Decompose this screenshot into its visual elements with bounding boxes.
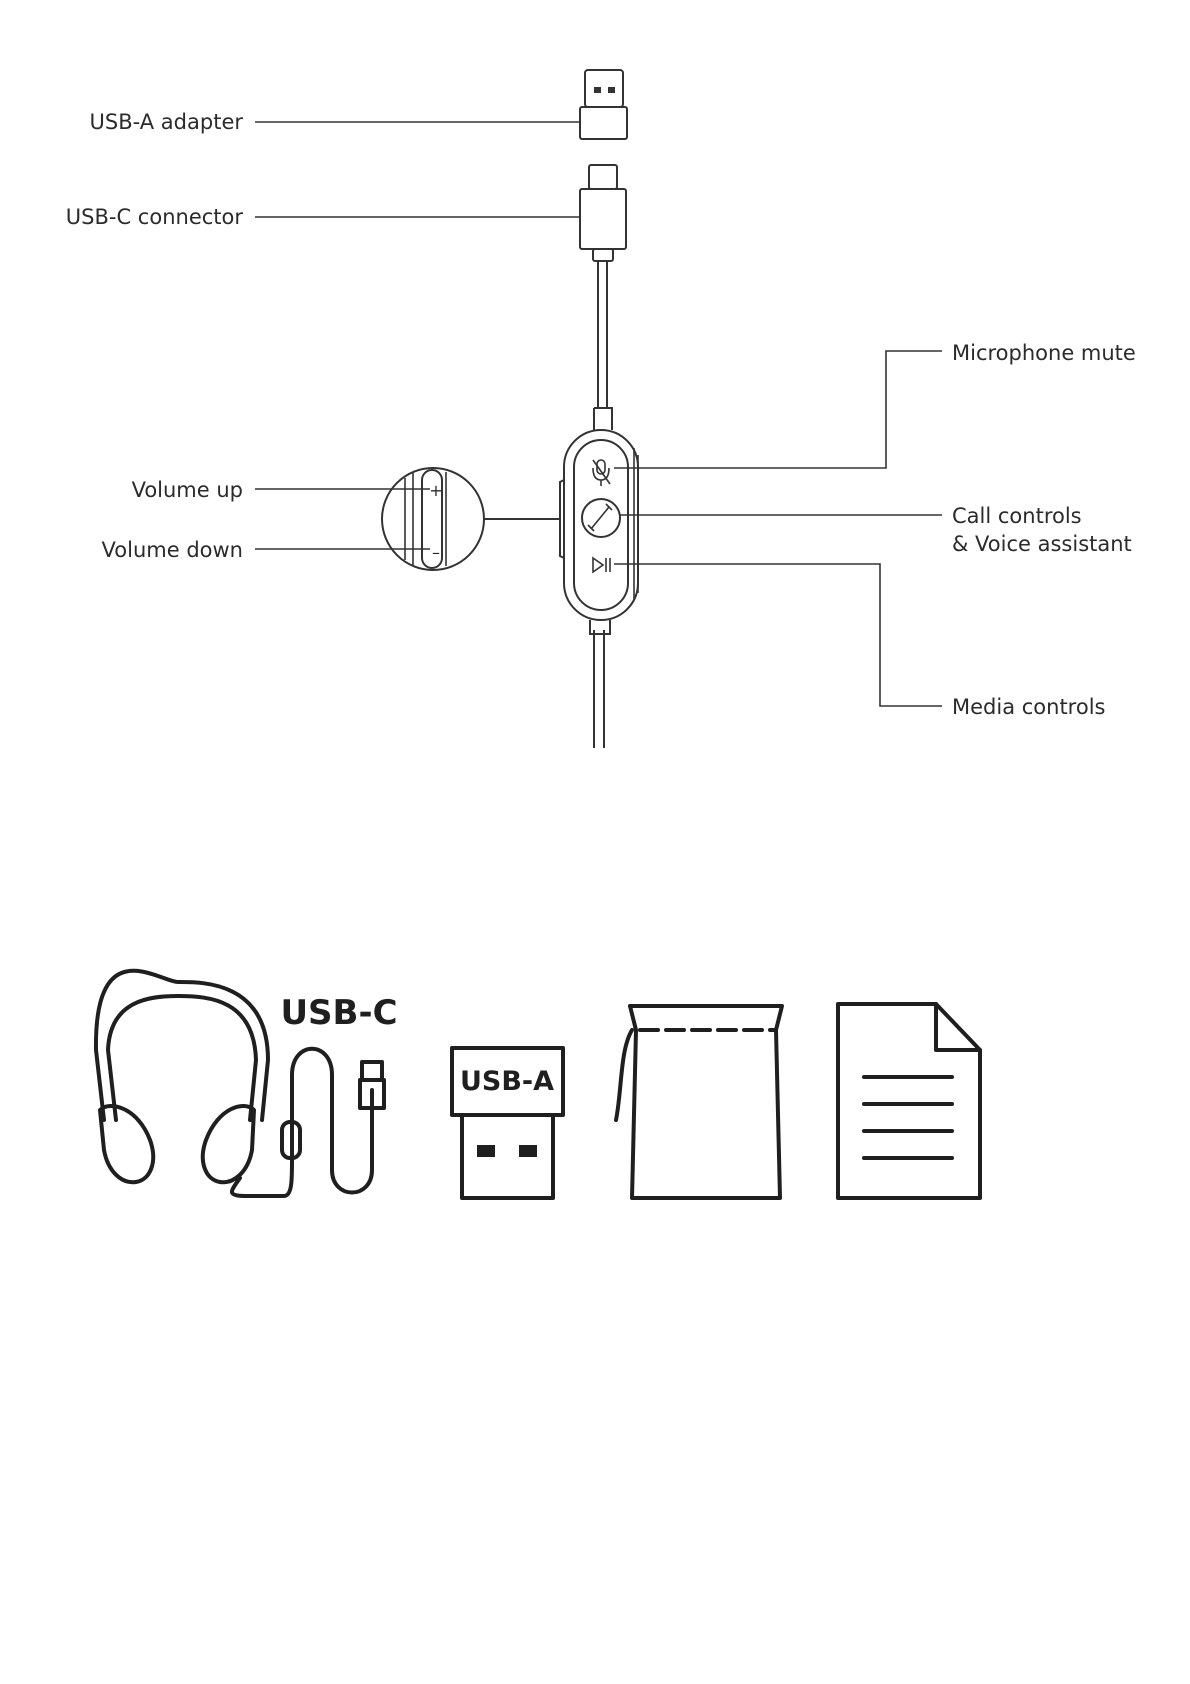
usb-a-adapter-label: USB-A adapter — [89, 110, 243, 134]
usb-c-connector-icon — [580, 165, 626, 261]
call-control-icon — [582, 499, 620, 537]
usb-c-connector-label: USB-C connector — [65, 205, 243, 229]
volume-down-label: Volume down — [101, 538, 243, 562]
media-controls-label: Media controls — [952, 695, 1106, 719]
usb-a-adapter-icon — [580, 70, 627, 139]
inline-remote — [560, 408, 638, 634]
call-controls-label-line2: & Voice assistant — [952, 532, 1132, 556]
microphone-mute-icon — [593, 460, 610, 486]
usb-a-label: USB-A — [459, 1066, 555, 1097]
cable — [594, 261, 607, 748]
usb-c-label: USB-C — [280, 993, 398, 1033]
play-pause-icon — [593, 558, 610, 572]
volume-up-label: Volume up — [131, 478, 243, 502]
microphone-mute-label: Microphone mute — [952, 341, 1136, 365]
media-controls-leader — [614, 564, 942, 706]
volume-minus-icon: – — [432, 543, 440, 562]
carrying-pouch-icon — [616, 1006, 782, 1198]
microphone-mute-leader — [614, 351, 942, 468]
volume-plus-icon: + — [429, 481, 443, 500]
call-controls-label-line1: Call controls — [952, 504, 1082, 528]
documentation-icon — [838, 1004, 980, 1198]
volume-rocker-zoom — [382, 468, 560, 570]
